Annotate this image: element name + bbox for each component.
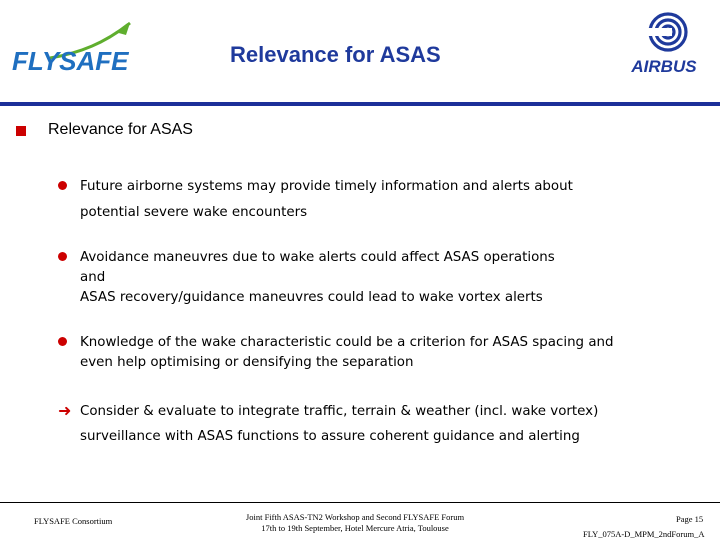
header-rule [0, 102, 720, 106]
airbus-logo [618, 10, 710, 80]
bullet-dot-icon [58, 337, 67, 346]
bullet-text: Avoidance maneuvres due to wake alerts could affect ASAS operations and ASAS recovery/guidance maneuvres could lead to wake vortex alerts [80, 250, 555, 305]
page-number: Page 15 [676, 514, 704, 524]
square-bullet-icon [16, 126, 26, 136]
bullet-dot-icon [58, 252, 67, 261]
bullet-dot-icon [58, 181, 67, 190]
footer-left: FLYSAFE Consortium [34, 516, 113, 526]
footer-center: Joint Fifth ASAS-TN2 Workshop and Second FLYSAFE Forum 17th to 19th September, Hotel Mercure Atria, Toulouse [245, 512, 465, 533]
section-heading: Relevance for ASAS [48, 121, 193, 138]
svg-text:AIRBUS: AIRBUS [631, 57, 697, 76]
flysafe-logo [10, 18, 140, 78]
document-id: FLY_075A-D_MPM_2ndForum_A [583, 529, 705, 539]
bullet-text: Knowledge of the wake characteristic could be a criterion for ASAS spacing and even help optimising or densifying the separation [80, 335, 614, 370]
page-title: Relevance for ASAS [230, 42, 441, 67]
svg-text:FLYSAFE: FLYSAFE [12, 46, 129, 76]
arrow-right-icon: ➜ [58, 401, 72, 420]
footer-rule [0, 502, 720, 503]
conclusion-text: Consider & evaluate to integrate traffic, terrain & weather (incl. wake vortex) surveillance with ASAS functions to assure coherent guidance and alerting [80, 404, 599, 444]
bullet-text: Future airborne systems may provide timely information and alerts about potential severe wake encounters [80, 179, 573, 220]
